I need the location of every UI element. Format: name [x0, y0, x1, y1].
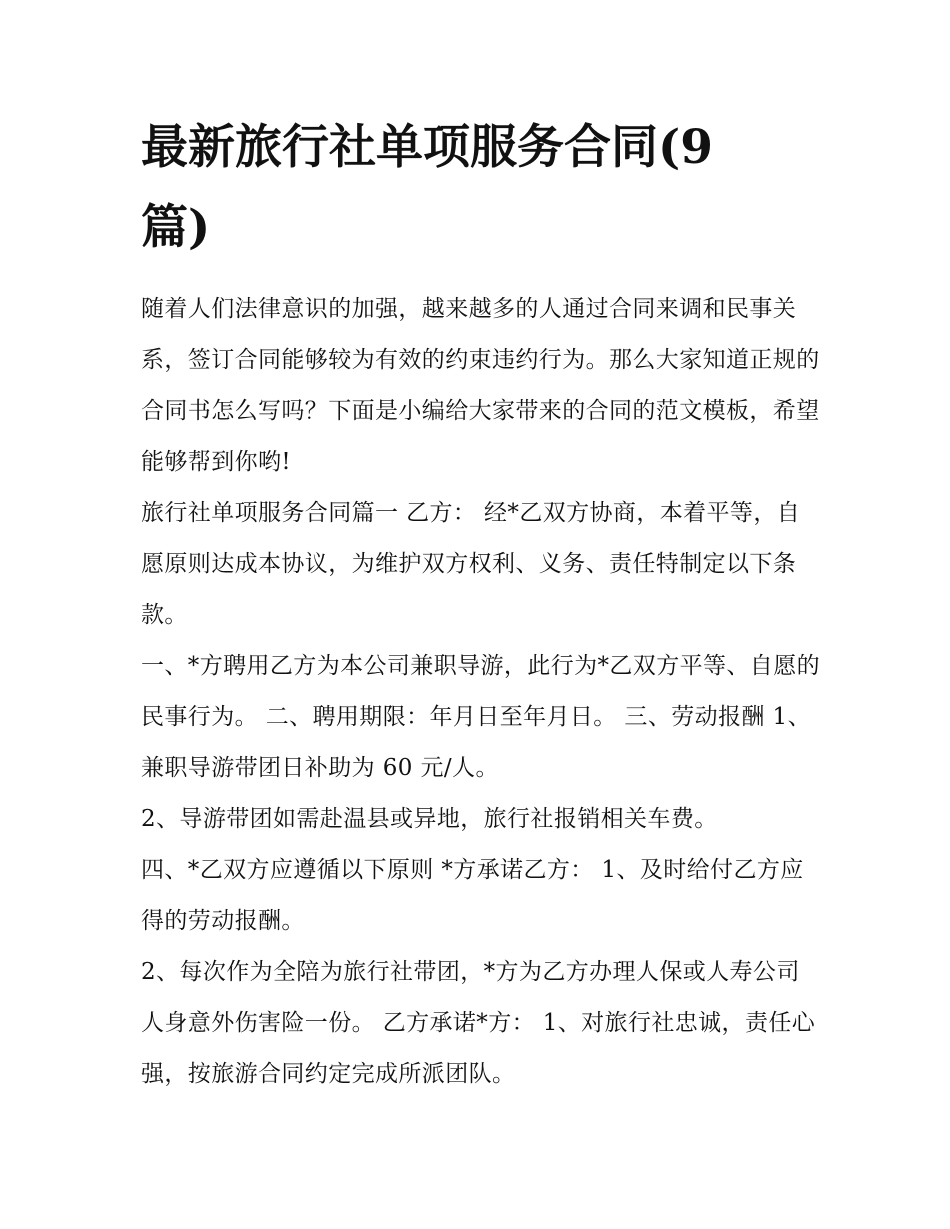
- paragraph-insurance: 2、每次作为全陪为旅行社带团，*方为乙方办理人保或人寿公司人身意外伤害险一份。 乙方承诺*方： 1、对旅行社忠诚，责任心强，按旅游合同约定完成所派团队。: [141, 959, 816, 1087]
- paragraph-employment-terms: 一、*方聘用乙方为本公司兼职导游，此行为*乙双方平等、自愿的民事行为。 二、聘用期限：年月日至年月日。 三、劳动报酬 1、兼职导游带团日补助为 60 元/人。: [141, 653, 820, 781]
- document-page: [141, 108, 821, 1100]
- paragraph-article-one: 旅行社单项服务合同篇一 乙方： 经*乙双方协商，本着平等，自愿原则达成本协议，为维护双方权利、义务、责任特制定以下条款。: [141, 500, 801, 628]
- document-title: 最新旅行社单项服务合同(9篇): [141, 120, 713, 255]
- paragraph-principles: 四、*乙双方应遵循以下原则 *方承诺乙方： 1、及时给付乙方应得的劳动报酬。: [141, 857, 804, 934]
- paragraph-intro: 随着人们法律意识的加强，越来越多的人通过合同来调和民事关系，签订合同能够较为有效的约束违约行为。那么大家知道正规的合同书怎么写吗？下面是小编给大家带来的合同的范文模板，希望能够帮到你哟!: [141, 296, 820, 475]
- paragraph-travel-expenses: 2、导游带团如需赴温县或异地，旅行社报销相关车费。: [141, 806, 718, 832]
